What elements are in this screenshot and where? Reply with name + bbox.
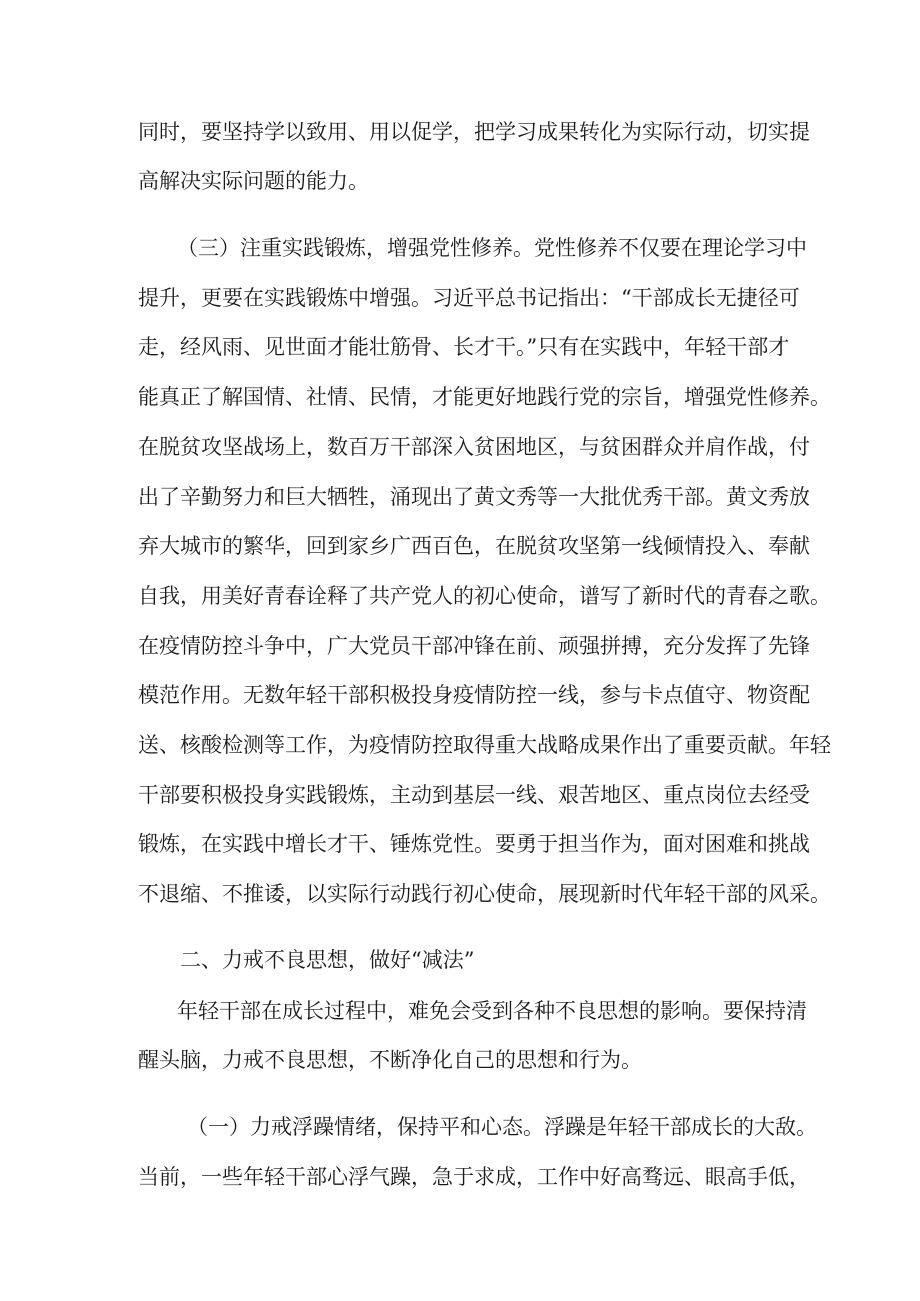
section-heading-line: （一）力戒浮躁情绪，保持平和心态。浮躁是年轻干部成长的大敌。	[187, 1115, 817, 1139]
section-heading-line: （三）注重实践锻炼，增强党性修养。党性修养不仅要在理论学习中	[177, 236, 807, 260]
paragraph-line: 不退缩、不推诿，以实际行动践行初心使命，展现新时代年轻干部的风采。	[138, 882, 831, 906]
paragraph-line: 模范作用。无数年轻干部积极投身疫情防控一线，参与卡点值守、物资配	[138, 683, 810, 707]
paragraph-line: 年轻干部在成长过程中，难免会受到各种不良思想的影响。要保持清	[177, 999, 807, 1023]
paragraph-line: 能真正了解国情、社情、民情，才能更好地践行党的宗旨，增强党性修养。	[138, 385, 831, 409]
paragraph-line: 弃大城市的繁华，回到家乡广西百色，在脱贫攻坚第一线倾情投入、奉献	[138, 534, 810, 558]
paragraph-line: 提升，更要在实践锻炼中增强。习近平总书记指出：“干部成长无捷径可	[138, 286, 800, 310]
paragraph-line: 醒头脑，力戒不良思想，不断净化自己的思想和行为。	[138, 1048, 642, 1072]
paragraph-line: 当前，一些年轻干部心浮气躁，急于求成，工作中好高骛远、眼高手低，	[138, 1165, 810, 1189]
paragraph-line: 干部要积极投身实践锻炼，主动到基层一线、艰苦地区、重点岗位去经受	[138, 783, 810, 807]
paragraph-line: 高解决实际问题的能力。	[138, 169, 369, 193]
paragraph-line: 出了辛勤努力和巨大牺牲，涌现出了黄文秀等一大批优秀干部。黄文秀放	[138, 485, 810, 509]
paragraph-line: 自我，用美好青春诠释了共产党人的初心使命，谱写了新时代的青春之歌。	[138, 584, 831, 608]
paragraph-line: 同时，要坚持学以致用、用以促学，把学习成果转化为实际行动，切实提	[138, 120, 810, 144]
paragraph-line: 在疫情防控斗争中，广大党员干部冲锋在前、顽强拼搏，充分发挥了先锋	[138, 634, 810, 658]
paragraph-line: 在脱贫攻坚战场上，数百万干部深入贫困地区，与贫困群众并肩作战，付	[138, 435, 810, 459]
paragraph-line: 走，经风雨、见世面才能壮筋骨、长才干。”只有在实践中，年轻干部才	[138, 335, 790, 359]
paragraph-line: 送、核酸检测等工作，为疫情防控取得重大战略成果作出了重要贡献。年轻	[138, 733, 831, 757]
paragraph-line: 锻炼，在实践中增长才干、锤炼党性。要勇于担当作为，面对困难和挑战	[138, 832, 810, 856]
chapter-heading: 二、力戒不良思想，做好“减法”	[180, 948, 475, 972]
